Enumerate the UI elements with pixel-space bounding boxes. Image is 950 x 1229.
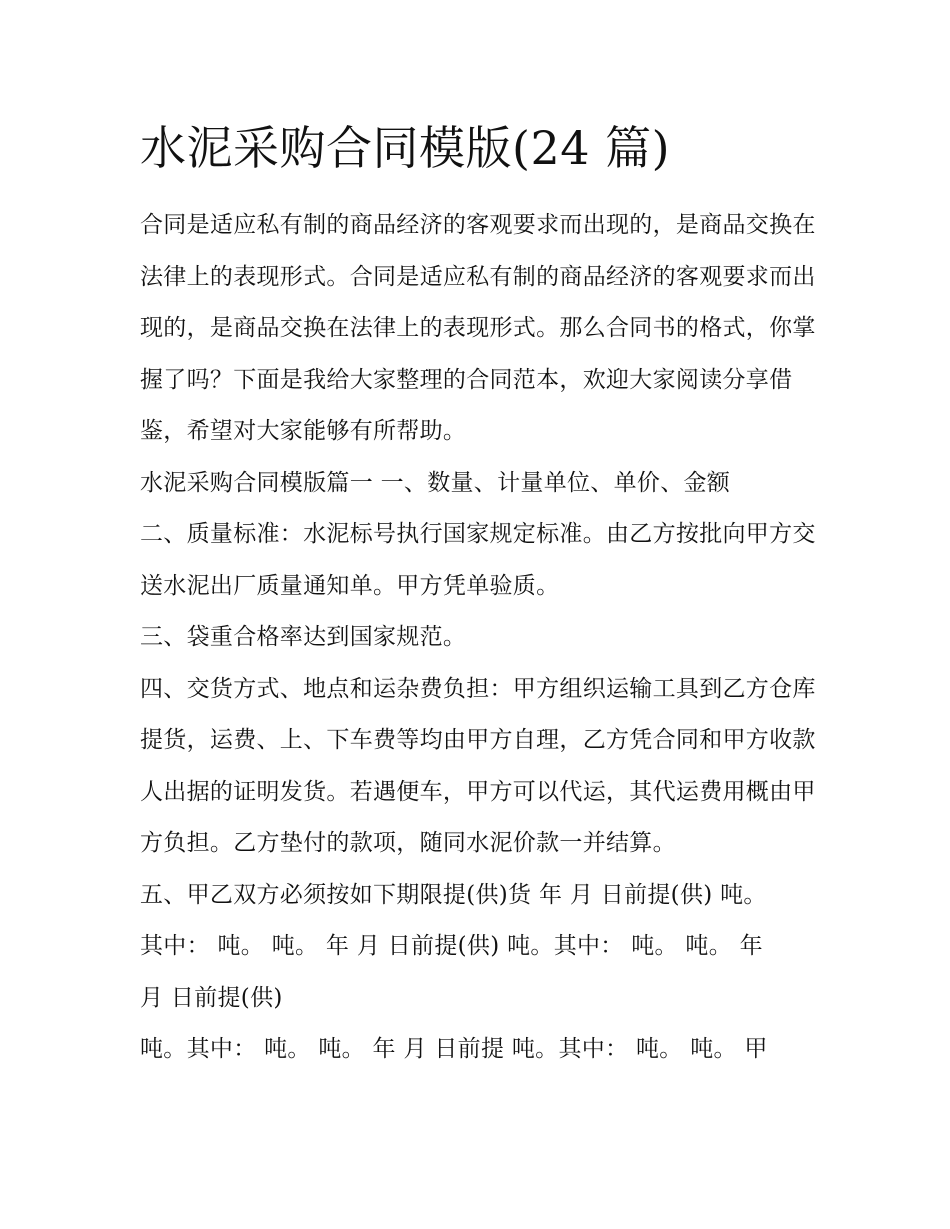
clause-5-line-3: 月 日前提(供): [140, 984, 283, 1011]
document-title: 水泥采购合同模版(24 篇): [140, 121, 671, 175]
clause-2: 二、质量标准：水泥标号执行国家规定标准。由乙方按批向甲方交送水泥出厂质量通知单。甲方凭单验质。: [140, 521, 816, 599]
clause-3: 三、袋重合格率达到国家规范。: [140, 624, 467, 650]
clause-5-line-1: 五、甲乙双方必须按如下期限提(供)货 年 月 日前提(供) 吨。: [140, 881, 767, 908]
intro-paragraph: 合同是适应私有制的商品经济的客观要求而出现的，是商品交换在法律上的表现形式。合同是适应私有制的商品经济的客观要求而出现的，是商品交换在法律上的表现形式。那么合同书的格式，你掌握了吗？下面是我给大家整理的合同范本，欢迎大家阅读分享借鉴，希望对大家能够有所帮助。: [140, 212, 816, 444]
document-page: [140, 110, 820, 1076]
clause-5-line-4: 吨。其中： 吨。 吨。 年 月 日前提 吨。其中： 吨。 吨。 甲: [140, 1036, 768, 1062]
clause-4: 四、交货方式、地点和运杂费负担：甲方组织运输工具到乙方仓库提货，运费、上、下车费等均由甲方自理，乙方凭合同和甲方收款人出据的证明发货。若遇便车，甲方可以代运，其代运费用概由甲方负担。乙方垫付的款项，随同水泥价款一并结算。: [140, 675, 816, 856]
section-heading: 水泥采购合同模版篇一 一、数量、计量单位、单价、金额: [140, 469, 731, 496]
clause-5-line-2: 其中： 吨。 吨。 年 月 日前提(供) 吨。其中： 吨。 吨。 年: [140, 933, 763, 959]
